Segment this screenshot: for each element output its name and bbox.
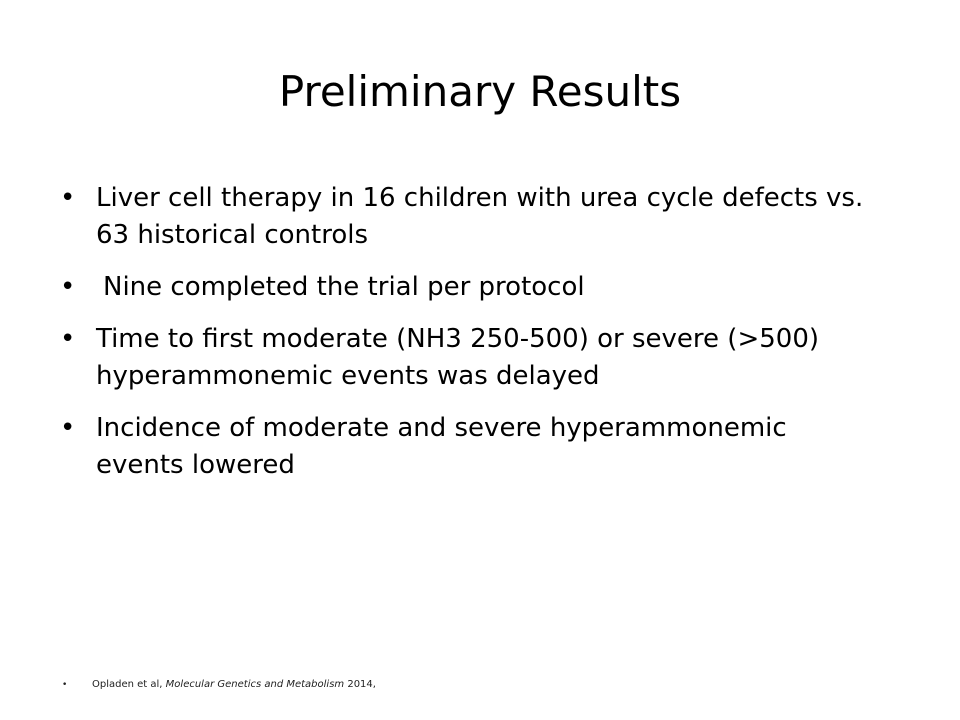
citation-bullet: • (62, 680, 68, 690)
bullet-text: Incidence of moderate and severe hyperammonemic events lowered (96, 413, 787, 480)
bullet-text: Nine completed the trial per protocol (103, 272, 585, 302)
citation-journal: Molecular Genetics and Metabolism (165, 679, 345, 690)
bullet-text: Liver cell therapy in 16 children with urea cycle defects vs. 63 historical controls (96, 183, 864, 250)
slide-title: Preliminary Results (278, 67, 682, 116)
bullet-dot: • (60, 324, 76, 354)
citation-year: 2014, (344, 679, 376, 690)
bullet-item (60, 321, 880, 395)
bullet-dot: • (60, 272, 76, 302)
bullet-item (60, 410, 880, 484)
bullet-dot: • (60, 413, 76, 443)
bullet-dot: • (60, 183, 76, 213)
citation (62, 678, 862, 692)
bullet-item (60, 269, 880, 306)
citation-authors: Opladen et al, (92, 679, 166, 690)
bullet-item (60, 180, 880, 254)
bullet-list (60, 180, 880, 499)
bullet-text: Time to first moderate (NH3 250-500) or severe (>500) hyperammonemic events was delayed (96, 324, 819, 391)
